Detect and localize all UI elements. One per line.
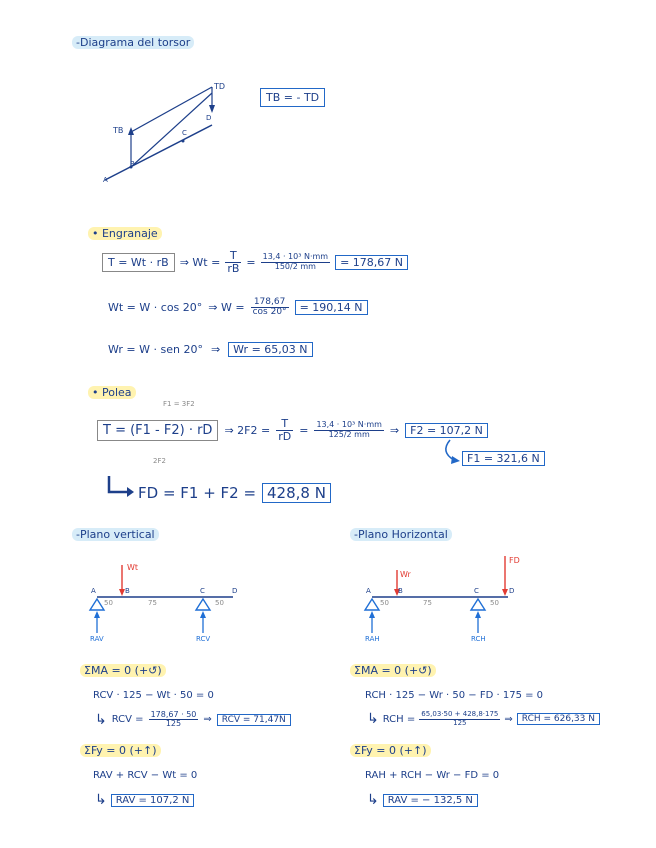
rav-label: RAV <box>90 635 104 643</box>
h-eq1: RCH · 125 − Wr · 50 − FD · 175 = 0 <box>365 690 544 701</box>
v-return-arrow-icon-2: ↳ <box>95 792 107 808</box>
v-eq2 <box>95 711 291 729</box>
polea-fraction <box>276 418 293 442</box>
polea-eq-mid: ⇒ 2F2 = <box>224 423 271 437</box>
v-sum-moments: ΣMA = 0 (+↺) <box>80 664 166 677</box>
vertical-title: -Plano vertical <box>72 528 159 541</box>
eq2-arrow: ⇒ W = <box>208 301 245 315</box>
v-label-B: B <box>125 587 130 595</box>
eq2-fraction <box>251 298 289 318</box>
polea-arrow: ⇒ <box>389 423 400 437</box>
v-dim-2: 75 <box>148 599 157 607</box>
v-eq3: RAV + RCV − Wt = 0 <box>93 770 198 781</box>
h-dim-2: 75 <box>423 599 432 607</box>
h-eq4 <box>367 792 478 808</box>
v-return-arrow-icon: ↳ <box>95 711 107 728</box>
polea-note-bottom: 2F2 <box>153 457 166 465</box>
v-sum-forces: ΣFy = 0 (+↑) <box>80 744 161 757</box>
polea-frac2-den: 125/2 mm <box>328 429 370 439</box>
engranaje-eq1 <box>102 250 408 274</box>
rah-result: RAV = − 132,5 N <box>383 794 478 807</box>
label-C: C <box>182 129 187 137</box>
h-eq2-arrow: ⇒ <box>504 713 513 725</box>
v-label-D: D <box>232 587 238 595</box>
v-eq2-num: 178,67 · 50 <box>150 710 197 719</box>
h-label-D: D <box>509 587 515 595</box>
h-eq3: RAH + RCH − Wr − FD = 0 <box>365 770 500 781</box>
h-eq2-fraction <box>419 711 500 727</box>
v-label-C: C <box>200 587 205 595</box>
label-D: D <box>206 114 212 122</box>
eq1-frac2-den: 150/2 mm <box>274 261 316 271</box>
v-eq1: RCV · 125 − Wt · 50 = 0 <box>93 690 214 701</box>
v-eq2-arrow: ⇒ <box>203 714 212 726</box>
v-eq2-den: 125 <box>165 719 182 729</box>
label-B: B <box>130 160 135 168</box>
h-return-arrow-icon-2: ↳ <box>367 792 379 808</box>
h-label-A: A <box>366 587 371 595</box>
eq2-frac-den: cos 20° <box>252 307 287 318</box>
rcv-label: RCV <box>196 635 211 643</box>
rah-label: RAH <box>365 635 380 643</box>
v-eq2-fraction <box>149 711 199 729</box>
polea-frac2-num: 13,4 · 10³ N·mm <box>316 420 382 430</box>
v-dim-1: 50 <box>104 599 113 607</box>
fd-line: FD = F1 + F2 = <box>138 484 257 502</box>
polea-note-top: F1 = 3F2 <box>163 400 195 408</box>
h-label-C: C <box>474 587 479 595</box>
rch-label: RCH <box>471 635 486 643</box>
v-eq2-lhs: RCV = <box>111 714 144 726</box>
h-eq2 <box>367 711 600 727</box>
h-dim-1: 50 <box>380 599 389 607</box>
polea-fraction2 <box>314 421 383 439</box>
torque-relation: TB = - TD <box>260 88 325 107</box>
f2-result: F2 = 107,2 N <box>405 423 488 438</box>
eq3-lhs: Wr = W · sen 20° <box>108 343 203 356</box>
engranaje-eq2 <box>108 298 368 318</box>
h-label-B: B <box>398 587 403 595</box>
h-sum-moments: ΣMA = 0 (+↺) <box>350 664 436 677</box>
rav-result: RAV = 107,2 N <box>111 794 195 807</box>
polea-frac-den: rD <box>278 429 292 443</box>
wt-result: = 178,67 N <box>335 255 408 270</box>
engranaje-title: • Engranaje <box>88 227 162 240</box>
rch-result: RCH = 626,33 N <box>517 713 600 725</box>
engranaje-eq3 <box>108 342 313 357</box>
fd-result: 428,8 N <box>262 483 331 503</box>
wr-load-label: Wr <box>400 570 411 579</box>
horizontal-title: -Plano Horizontal <box>350 528 452 541</box>
polea-equals: = <box>299 423 309 437</box>
eq1-frac-num: T <box>225 250 241 263</box>
h-eq2-den: 125 <box>453 718 467 727</box>
h-eq2-lhs: RCH = <box>382 713 416 725</box>
eq2-lhs: Wt = W · cos 20° <box>108 301 203 315</box>
wt-load-label: Wt <box>127 563 139 572</box>
h-sum-forces: ΣFy = 0 (+↑) <box>350 744 431 757</box>
eq2-frac-num: 178,67 <box>251 298 289 308</box>
return-arrow-icon <box>105 474 135 498</box>
h-return-arrow-icon: ↳ <box>367 711 379 727</box>
rcv-result: RCV = 71,47N <box>217 714 291 726</box>
eq3-arrow: ⇒ <box>210 343 221 356</box>
fd-load-label: FD <box>509 556 520 565</box>
polea-equation-box: T = (F1 - F2) · rD <box>97 420 218 441</box>
label-TB: TB <box>113 126 124 135</box>
wr-result: Wr = 65,03 N <box>228 342 312 357</box>
eq1-equals: = <box>246 255 256 269</box>
eq1-fraction2 <box>261 253 330 271</box>
f1-result: F1 = 321,6 N <box>462 451 545 466</box>
torsor-title: -Diagrama del torsor <box>72 36 194 49</box>
v-label-A: A <box>91 587 96 595</box>
h-dim-3: 50 <box>490 599 499 607</box>
label-TD: TD <box>214 82 226 91</box>
eq1-lhs: ⇒ Wt = <box>179 255 221 269</box>
w-result: = 190,14 N <box>295 300 368 315</box>
polea-title: • Polea <box>88 386 136 399</box>
v-eq4 <box>95 792 194 808</box>
horizontal-beam-diagram <box>360 548 530 645</box>
polea-frac-num: T <box>276 418 293 431</box>
torque-equation-box: T = Wt · rB <box>102 253 175 272</box>
eq1-frac2-num: 13,4 · 10³ N·mm <box>262 252 329 262</box>
eq1-frac-den: rB <box>227 261 240 275</box>
h-eq2-num: 65,03·50 + 428,8·175 <box>421 710 499 719</box>
eq1-fraction <box>225 250 241 274</box>
label-A: A <box>103 176 108 184</box>
v-dim-3: 50 <box>215 599 224 607</box>
polea-eq <box>97 418 488 442</box>
